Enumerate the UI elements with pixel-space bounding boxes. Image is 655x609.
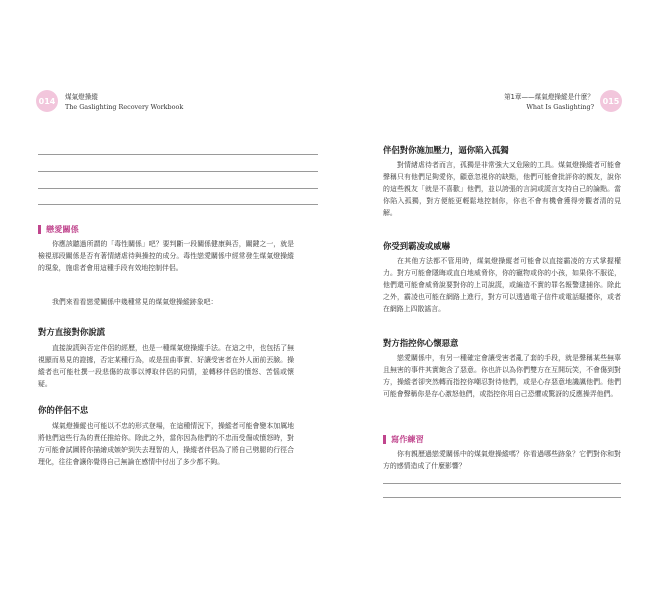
running-header	[504, 92, 594, 112]
body-paragraph: 你應該聽過所謂的「毒性關係」吧？要判斷一段關係健康與否，關鍵之一，就是檢視那段關係是否有著情緒虐待與操控的成分。毒性戀愛關係中經常發生煤氣燈操縱的現象，施虐者會用這種手段有效地控制伴侶。	[38, 240, 294, 273]
writing-line	[38, 154, 318, 155]
header-subtitle: The Gaslighting Recovery Workbook	[65, 103, 184, 111]
subsection-heading: 你受到霸凌或威嚇	[383, 241, 450, 251]
page-number-badge: 015	[600, 90, 622, 112]
exercise-title: 寫作練習	[391, 434, 424, 444]
writing-line	[38, 204, 318, 205]
subsection-heading: 對方指控你心懷惡意	[383, 338, 459, 348]
header-subtitle: What Is Gaslighting?	[526, 103, 594, 111]
header-title: 煤氣燈操縱	[65, 93, 98, 101]
right-page	[328, 88, 628, 518]
writing-line	[38, 171, 318, 172]
header-chapter: 第1章——煤氣燈操縱是什麼？	[504, 93, 594, 101]
subsection-heading: 你的伴侶不忠	[38, 405, 89, 415]
body-paragraph: 煤氣燈操縱也可能以不忠的形式登場，在這種情況下，操縱者可能會變本加厲地將他們這些行為的責任推給你。除此之外，當你因為他們的不忠而受傷或憤怒時，對方可能會試圖將你描繪成嫉妒到失去理智的人，操縱者伴侶為了將自己劈腿的行徑合理化，往往會讓你覺得自己無論在感情中付出了多少都不夠。	[38, 422, 294, 467]
body-paragraph: 直接說謊與否定伴侶的經歷，也是一種煤氣燈操縱手法。在這之中，也包括了無視顯而易見的證據，否定某種行為，或是扭曲事實、好讓受害者在外人面前丟臉。操縱者也可能杜撰一段悲傷的故事以博取伴侶的同情，並轉移伴侶的憤怒、苦惱或懷疑。	[38, 344, 294, 389]
running-header	[65, 92, 183, 112]
exercise-prompt: 你有親歷過戀愛關係中的煤氣燈操縱嗎？你看過哪些跡象？它們對你和對方的感情造成了什麼影響？	[383, 450, 621, 471]
section-marker	[38, 225, 41, 234]
writing-line	[38, 188, 318, 189]
subsection-heading: 伴侶對你施加壓力，逼你陷入孤獨	[383, 145, 509, 155]
body-paragraph: 對情緒虐待者而言，孤獨是非常強大又危險的工具。煤氣燈操縱者可能會聲稱只有他們足夠愛你，顧意忽視你的缺點，他們可能會批評你的親友，說你的這些親友「就是不喜歡」他們，並以誇張的言詞或謊言支持自己的論點。當你陷入孤獨，對方便能更輕鬆地控制你，你也不會有機會獲得旁觀者清的見解。	[383, 161, 621, 218]
body-paragraph: 我們來看看戀愛關係中幾種常見的煤氣燈操縱跡象吧：	[52, 298, 218, 306]
body-paragraph: 戀愛關係中，有另一種確定會讓受害者亂了套的手段，就是聲稱某些無辜且無害的事件其實飽含了惡意。你也許以為你們雙方在互開玩笑，不會傷到對方，操縱者卻突然轉而指控你嘲忍對待他們，或是心存惡意地譏諷他們。他們可能會聲稱你是存心激怒他們，或指控你用自己恐懼或驚訝的反應操弄他們。	[383, 354, 621, 399]
subsection-heading: 對方直接對你說謊	[38, 327, 105, 337]
section-marker	[383, 435, 386, 444]
writing-line	[383, 497, 621, 498]
exercise-heading	[383, 434, 424, 445]
left-page	[28, 88, 328, 518]
section-title: 戀愛關係	[46, 224, 79, 234]
body-paragraph: 在其他方法都不管用時，煤氣燈操縱者可能會以直接霸凌的方式掌握權力。對方可能會隱晦或直白地威脅你，你的寵物或你的小孩，如果你不服從，他們還可能會威脅說要對你的上司說謊，或編造不實的罪名報警逮捕你。除此之外，霸凌也可能在網路上進行，對方可以透過電子信件或電話騷擾你，或者在網路上四散謠言。	[383, 257, 621, 314]
page-number-badge: 014	[36, 90, 58, 112]
writing-line	[383, 483, 621, 484]
section-heading	[38, 224, 79, 235]
